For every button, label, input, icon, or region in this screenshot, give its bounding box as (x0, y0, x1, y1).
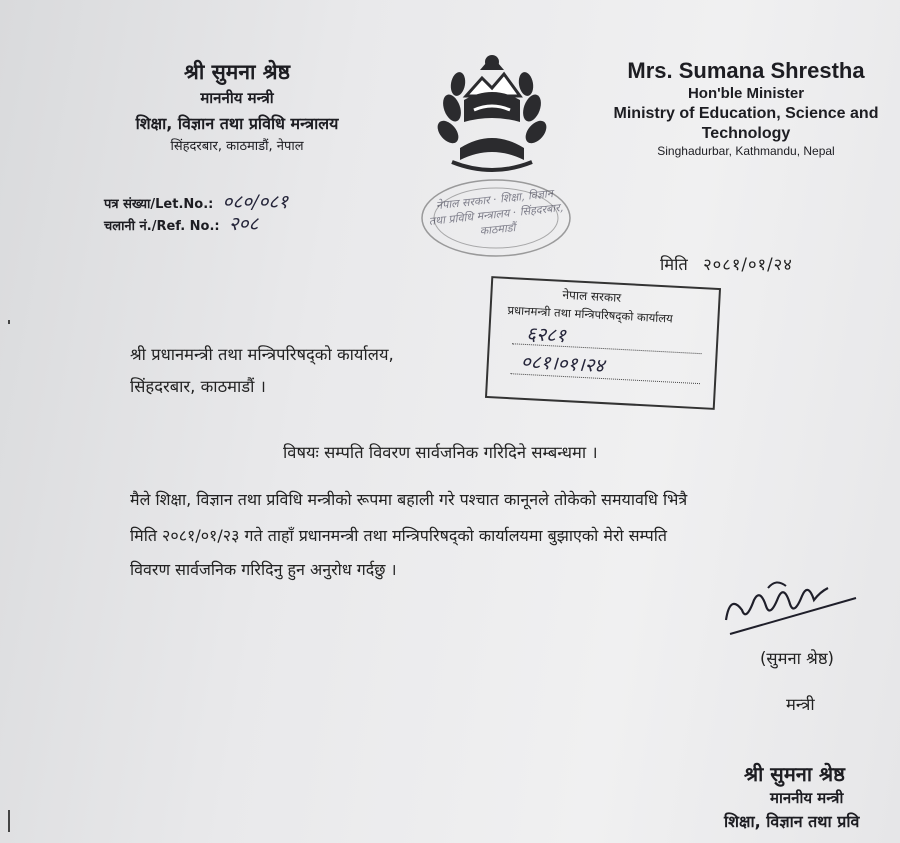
letter-number-value: ०८०/०८१ (222, 191, 289, 213)
signature-scribble (716, 570, 866, 640)
english-minister-name: Mrs. Sumana Shrestha (627, 58, 865, 83)
ref-number-value: २०८ (228, 213, 259, 235)
recipient-line1: श्री प्रधानमन्त्री तथा मन्त्रिपरिषद्को कार्यालय, (130, 345, 394, 364)
edge-mark-upper (8, 320, 10, 324)
nepali-ministry-name: शिक्षा, विज्ञान तथा प्रविधि मन्त्रालय (135, 114, 339, 133)
english-ministry-line1: Ministry of Education, Science and (613, 105, 879, 122)
date-row (660, 252, 793, 275)
english-ministry-name (596, 104, 896, 144)
ref-number-row (104, 210, 258, 236)
stamp-dotted-line2 (510, 373, 700, 384)
english-address: Singhadurbar, Kathmandu, Nepal (657, 144, 835, 158)
date-label: मिति (660, 255, 688, 274)
footer-stamp (720, 760, 900, 843)
stamp-number1: ६२८१ (525, 322, 567, 348)
footer-stamp-title: माननीय मन्त्री (770, 789, 844, 807)
stamp-line2: प्रधानमन्त्री तथा मन्त्रिपरिषद्को कार्यालय (507, 302, 674, 326)
recipient-line2: सिंहदरबार, काठमाडौं । (130, 377, 266, 396)
english-minister-title: Hon'ble Minister (687, 85, 805, 102)
ref-number-label: चलानी नं./Ref. No.: (104, 219, 220, 234)
body-line2: मिति २०८१/०१/२३ गते ताहाँ प्रधानमन्त्री तथा मन्त्रिपरिषद्को कार्यालयमा बुझाएको मेरो सम्पति (130, 526, 667, 545)
body-line1: मैले शिक्षा, विज्ञान तथा प्रविधि मन्त्रीको रूपमा बहाली गरे पश्चात कानूनले तोकेको समयावधि भित्रै (130, 490, 688, 509)
subject-line: विषयः सम्पति विवरण सार्वजनिक गरिदिने सम्बन्धमा । (283, 443, 598, 462)
nepali-minister-name: श्री सुमना श्रेष्ठ (183, 60, 290, 84)
received-stamp (485, 276, 721, 410)
nepal-emblem-icon (430, 48, 554, 178)
stamp-number2: ०८१।०१।२४ (520, 350, 605, 378)
nepali-minister-title: माननीय मन्त्री (200, 89, 274, 107)
signatory-name: (सुमना श्रेष्ठ) (760, 649, 834, 668)
letter-number-label: पत्र संख्या/Let.No.: (104, 197, 214, 212)
footer-stamp-name: श्री सुमना श्रेष्ठ (744, 762, 845, 786)
seal-text: नेपाल सरकार · शिक्षा, विज्ञान तथा प्रविधि मन्त्रालय · सिंहदरबार, काठमाडौं (428, 186, 564, 238)
office-seal (416, 176, 576, 260)
footer-stamp-ministry: शिक्षा, विज्ञान तथा प्रवि (724, 812, 860, 831)
english-ministry-line2: Technology (701, 125, 791, 142)
signatory-designation: मन्त्री (786, 695, 815, 714)
body-line3: विवरण सार्वजनिक गरिदिनु हुन अनुरोध गर्दछु । (130, 560, 397, 579)
nepali-address: सिंहदरबार, काठमाडौं, नेपाल (170, 139, 304, 154)
stamp-line1: नेपाल सरकार (562, 287, 622, 305)
edge-mark-lower (8, 810, 10, 832)
date-value: २०८१/०१/२४ (703, 255, 793, 274)
